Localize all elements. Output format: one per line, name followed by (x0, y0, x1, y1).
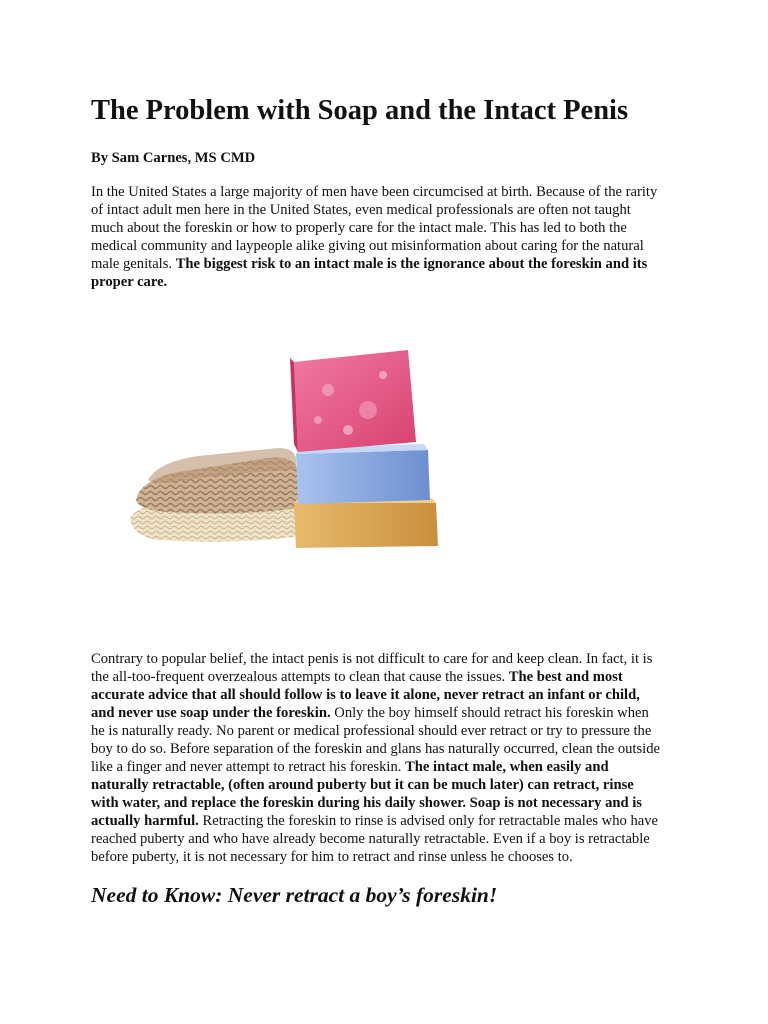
intro-paragraph (91, 183, 691, 291)
paragraph-line: of intact adult men here in the United States, even medical professionals are often not taught (91, 202, 631, 218)
emphasis-text: and never use soap under the foreskin. (91, 705, 331, 721)
washcloth-stack (130, 448, 302, 542)
emphasis-text: The intact male, when easily and (405, 759, 609, 775)
paragraph-line (91, 273, 691, 291)
paragraph-line: In the United States a large majority of men have been circumcised at birth. Because of the rarity (91, 184, 658, 200)
plain-text: Only the boy himself should retract his foreskin when (330, 705, 649, 721)
soap-bars-photo (118, 340, 458, 565)
document-title: The Problem with Soap and the Intact Penis (91, 95, 629, 126)
paragraph-line (91, 776, 691, 794)
paragraph-line (91, 668, 691, 686)
paragraph-line (91, 758, 691, 776)
blue-soap-bar (296, 444, 430, 504)
paragraph-line (91, 812, 691, 830)
paragraph-line: reached puberty and who have already become naturally retractable. Even if a boy is retractable (91, 831, 650, 847)
paragraph-line (91, 794, 691, 812)
emphasis-text: naturally retractable, (often around puberty but it can be much later) can retract, rinse (91, 777, 634, 793)
emphasis-text: proper care. (91, 274, 168, 290)
paragraph-line (91, 686, 691, 704)
soap-bars-illustration (118, 340, 458, 565)
pink-soap-bar (290, 350, 416, 452)
emphasis-text: accurate advice that all should follow is to leave it alone, never retract an infant or child, (91, 687, 640, 703)
paragraph-line: boy to do so. Before separation of the foreskin and glans has naturally occurred, clean the outside (91, 741, 660, 757)
emphasis-text: actually harmful. (91, 813, 199, 829)
plain-text: like a finger and never attempt to retract his foreskin. (91, 759, 406, 775)
paragraph-line: before puberty, it is not necessary for him to retract and rinse unless he chooses to. (91, 849, 573, 865)
plain-text: Retracting the foreskin to rinse is advised only for retractable males who have (198, 813, 658, 829)
paragraph-line: he is naturally ready. No parent or medical professional should ever retract or try to pressure the (91, 723, 652, 739)
paragraph-line: medical community and laypeople alike giving out misinformation about caring for the natural (91, 238, 644, 254)
plain-text: the all-too-frequent overzealous attempts to clean that cause the issues. (91, 669, 509, 685)
paragraph-line (91, 255, 691, 273)
tan-soap-bar (294, 498, 438, 548)
emphasis-text: The biggest risk to an intact male is the ignorance about the foreskin and its (175, 256, 648, 272)
paragraph-line: much about the foreskin or how to properly care for the intact male. This has led to both the (91, 220, 627, 236)
author-byline: By Sam Carnes, MS CMD (91, 150, 256, 166)
paragraph-line (91, 704, 691, 722)
care-advice-paragraph (91, 650, 691, 866)
emphasis-text: The best and most (508, 669, 623, 685)
emphasis-text: with water, and replace the foreskin during his daily shower. Soap is not necessary and is (91, 795, 642, 811)
plain-text: male genitals. (91, 256, 176, 272)
paragraph-line: Contrary to popular belief, the intact penis is not difficult to care for and keep clean. In fact, it is (91, 651, 653, 667)
need-to-know-callout: Need to Know: Never retract a boy’s foreskin! (91, 883, 498, 907)
